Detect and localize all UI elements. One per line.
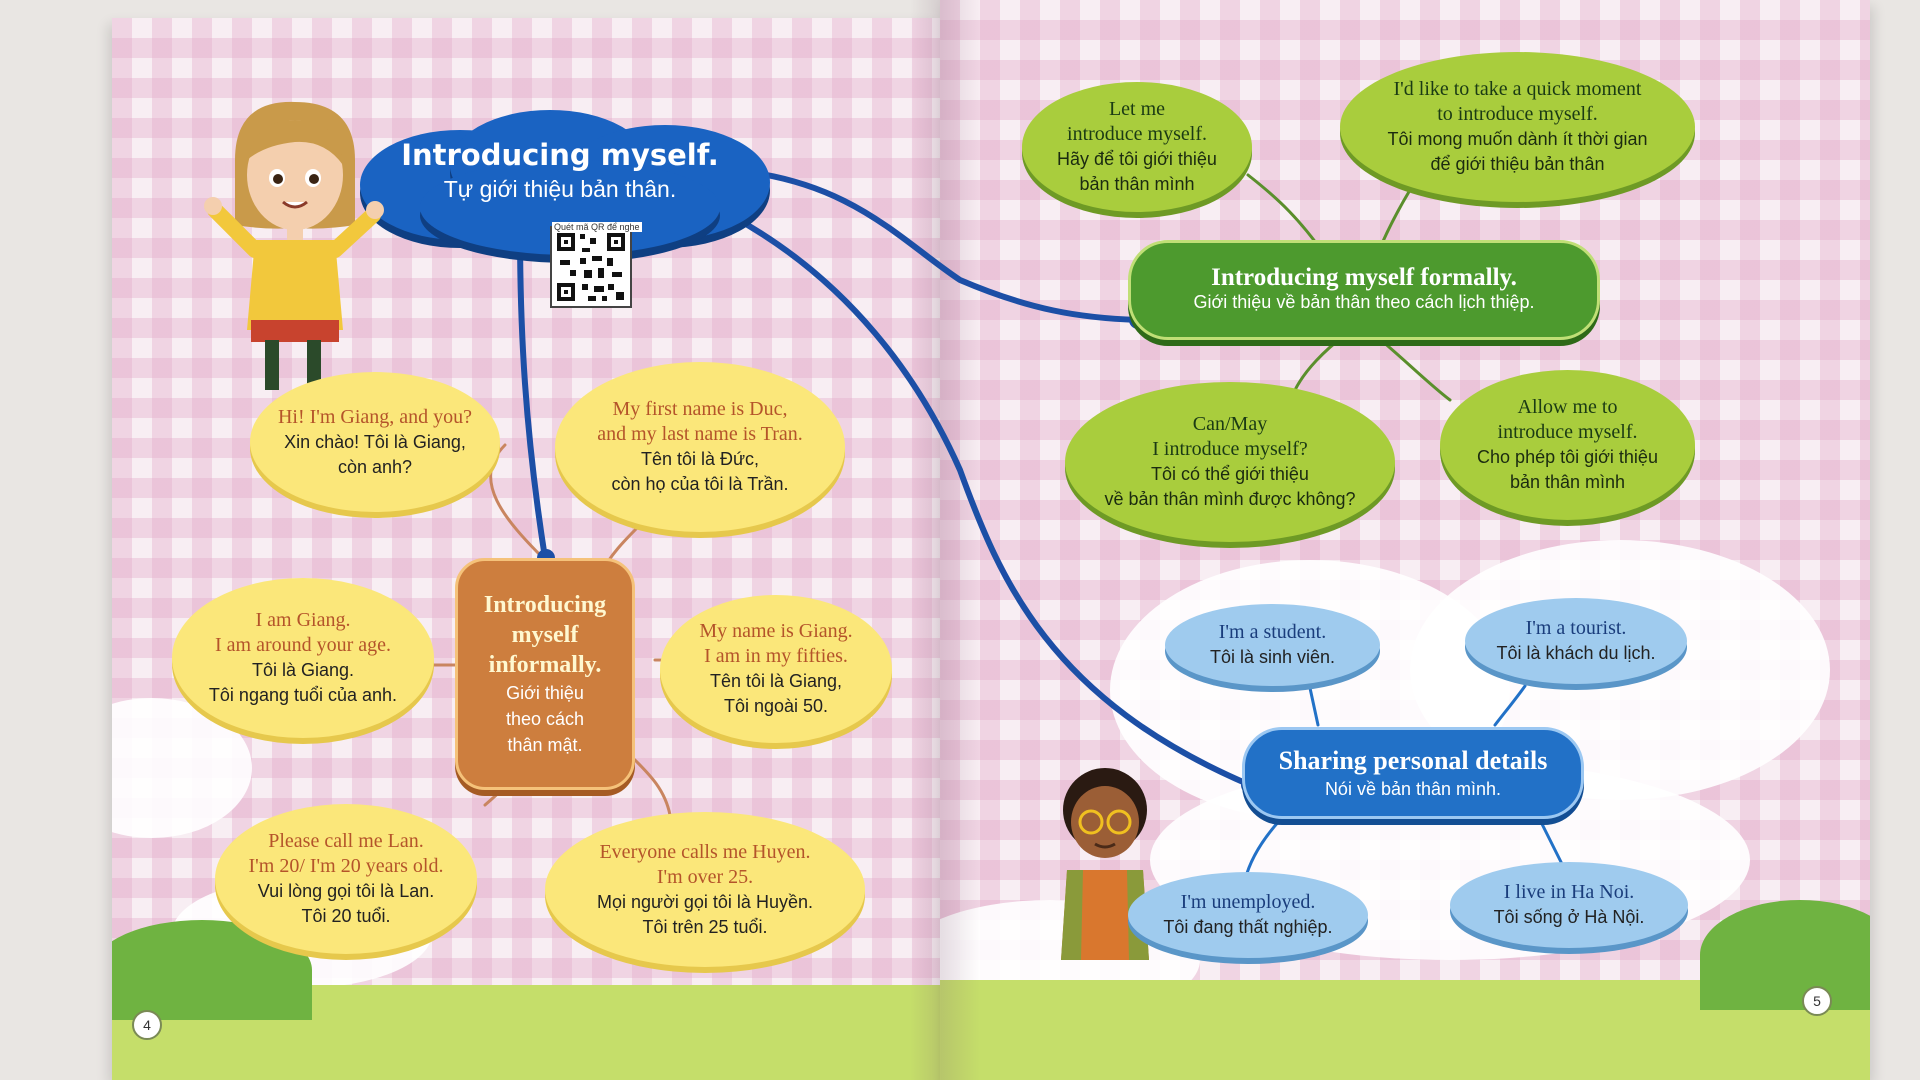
hub-vietnamese-line: theo cách bbox=[505, 709, 585, 729]
phrase-english: I introduce myself? bbox=[1152, 438, 1308, 460]
phrase-english: I'm over 25. bbox=[656, 865, 754, 888]
informal-phrase-bubble bbox=[545, 812, 865, 967]
phrase-vietnamese: Xin chào! Tôi là Giang, bbox=[284, 431, 466, 452]
formal-phrase-bubble bbox=[1340, 52, 1695, 202]
phrase-vietnamese: Tôi mong muốn dành ít thời gian bbox=[1387, 129, 1648, 149]
title-block bbox=[360, 136, 760, 204]
phrase-vietnamese: Vui lòng gọi tôi là Lan. bbox=[257, 881, 435, 901]
phrase-english: and my last name is Tran. bbox=[597, 423, 803, 445]
personal-detail-bubble bbox=[1450, 862, 1688, 948]
hub-english: Introducing myself formally. bbox=[1211, 264, 1517, 291]
informal-hub bbox=[455, 558, 635, 790]
phrase-vietnamese: Tôi là Giang. bbox=[251, 660, 355, 680]
phrase-english: My name is Giang. bbox=[699, 620, 853, 642]
girl-character-illustration bbox=[195, 90, 395, 390]
title-english: Introducing myself. bbox=[401, 138, 719, 172]
hub-english-line: Introducing bbox=[483, 592, 607, 618]
phrase-english: I am around your age. bbox=[214, 634, 392, 656]
phrase-vietnamese: Cho phép tôi giới thiệu bbox=[1477, 447, 1658, 467]
phrase-english: I'd like to take a quick moment bbox=[1393, 78, 1642, 100]
formal-hub bbox=[1128, 240, 1600, 340]
formal-phrase-bubble bbox=[1065, 382, 1395, 542]
hub-english-line: myself bbox=[511, 622, 579, 648]
phrase-english: introduce myself. bbox=[1497, 421, 1638, 443]
phrase-vietnamese: Tôi 20 tuổi. bbox=[301, 906, 391, 926]
phrase-vietnamese: Mọi người gọi tôi là Huyền. bbox=[597, 891, 813, 912]
phrase-english: I'm 20/ I'm 20 years old. bbox=[248, 855, 444, 877]
phrase-english: Please call me Lan. bbox=[268, 830, 424, 852]
phrase-english: I am in my fifties. bbox=[704, 645, 848, 667]
phrase-vietnamese: Tôi có thể giới thiệu bbox=[1151, 464, 1309, 484]
informal-phrase-bubble bbox=[215, 804, 477, 954]
phrase-english: to introduce myself. bbox=[1437, 103, 1598, 125]
phrase-english: Hi! I'm Giang, and you? bbox=[277, 405, 473, 428]
phrase-vietnamese: Tôi là khách du lịch. bbox=[1496, 643, 1656, 663]
phrase-vietnamese: Tên tôi là Đức, bbox=[640, 449, 760, 469]
phrase-vietnamese: Tôi ngang tuổi của anh. bbox=[208, 685, 398, 705]
phrase-english: I'm unemployed. bbox=[1180, 891, 1316, 913]
page-number-right: 5 bbox=[1802, 986, 1832, 1016]
phrase-vietnamese: Tôi sống ở Hà Nội. bbox=[1493, 907, 1645, 927]
phrase-english: I am Giang. bbox=[255, 609, 351, 631]
phrase-english: Allow me to bbox=[1517, 396, 1618, 418]
phrase-english: I'm a tourist. bbox=[1525, 617, 1627, 639]
page-number-left: 4 bbox=[132, 1010, 162, 1040]
phrase-english: Let me bbox=[1108, 98, 1166, 120]
phrase-vietnamese: bản thân mình bbox=[1079, 174, 1195, 194]
phrase-vietnamese: Tên tôi là Giang, bbox=[709, 671, 843, 691]
hub-vietnamese: Nói về bản thân mình. bbox=[1324, 778, 1502, 799]
phrase-english: Can/May bbox=[1192, 413, 1268, 435]
phrase-english: My first name is Duc, bbox=[612, 398, 788, 420]
qr-label: Quét mã QR để nghe bbox=[554, 222, 640, 232]
title-vietnamese: Tự giới thiệu bản thân. bbox=[443, 176, 677, 202]
hub-english-line: informally. bbox=[488, 652, 602, 678]
phrase-vietnamese: về bản thân mình được không? bbox=[1104, 489, 1356, 509]
personal-detail-bubble bbox=[1165, 604, 1380, 686]
phrase-vietnamese: bản thân mình bbox=[1509, 472, 1626, 492]
phrase-vietnamese: Hãy để tôi giới thiệu bbox=[1057, 149, 1217, 169]
informal-phrase-bubble bbox=[250, 372, 500, 512]
phrase-english: introduce myself. bbox=[1067, 123, 1207, 145]
phrase-vietnamese: Tôi đang thất nghiệp. bbox=[1163, 917, 1333, 937]
phrase-vietnamese: Tôi trên 25 tuổi. bbox=[642, 916, 768, 937]
phrase-english: I live in Ha Noi. bbox=[1503, 881, 1635, 903]
phrase-vietnamese: còn họ của tôi là Trần. bbox=[611, 474, 789, 494]
informal-phrase-bubble bbox=[660, 595, 892, 743]
phrase-vietnamese: Tôi ngoài 50. bbox=[723, 696, 829, 716]
phrase-english: Everyone calls me Huyen. bbox=[599, 840, 811, 863]
phrase-vietnamese: để giới thiệu bản thân bbox=[1430, 154, 1605, 174]
personal-detail-bubble bbox=[1128, 872, 1368, 958]
personal-detail-bubble bbox=[1465, 598, 1687, 684]
informal-phrase-bubble bbox=[555, 362, 845, 532]
formal-phrase-bubble bbox=[1440, 370, 1695, 520]
phrase-vietnamese: Tôi là sinh viên. bbox=[1209, 647, 1336, 667]
qr-code-icon bbox=[552, 228, 630, 306]
formal-phrase-bubble bbox=[1022, 82, 1252, 212]
informal-phrase-bubble bbox=[172, 578, 434, 738]
hub-vietnamese-line: Giới thiệu bbox=[506, 683, 584, 703]
hub-vietnamese: Giới thiệu về bản thân theo cách lịch thiệp. bbox=[1193, 292, 1535, 312]
hub-vietnamese-line: thân mật. bbox=[507, 735, 583, 755]
phrase-english: I'm a student. bbox=[1218, 621, 1327, 643]
phrase-vietnamese: còn anh? bbox=[337, 456, 413, 477]
qr-code[interactable] bbox=[550, 226, 632, 308]
hub-english: Sharing personal details bbox=[1278, 745, 1548, 775]
personal-hub bbox=[1242, 727, 1584, 819]
